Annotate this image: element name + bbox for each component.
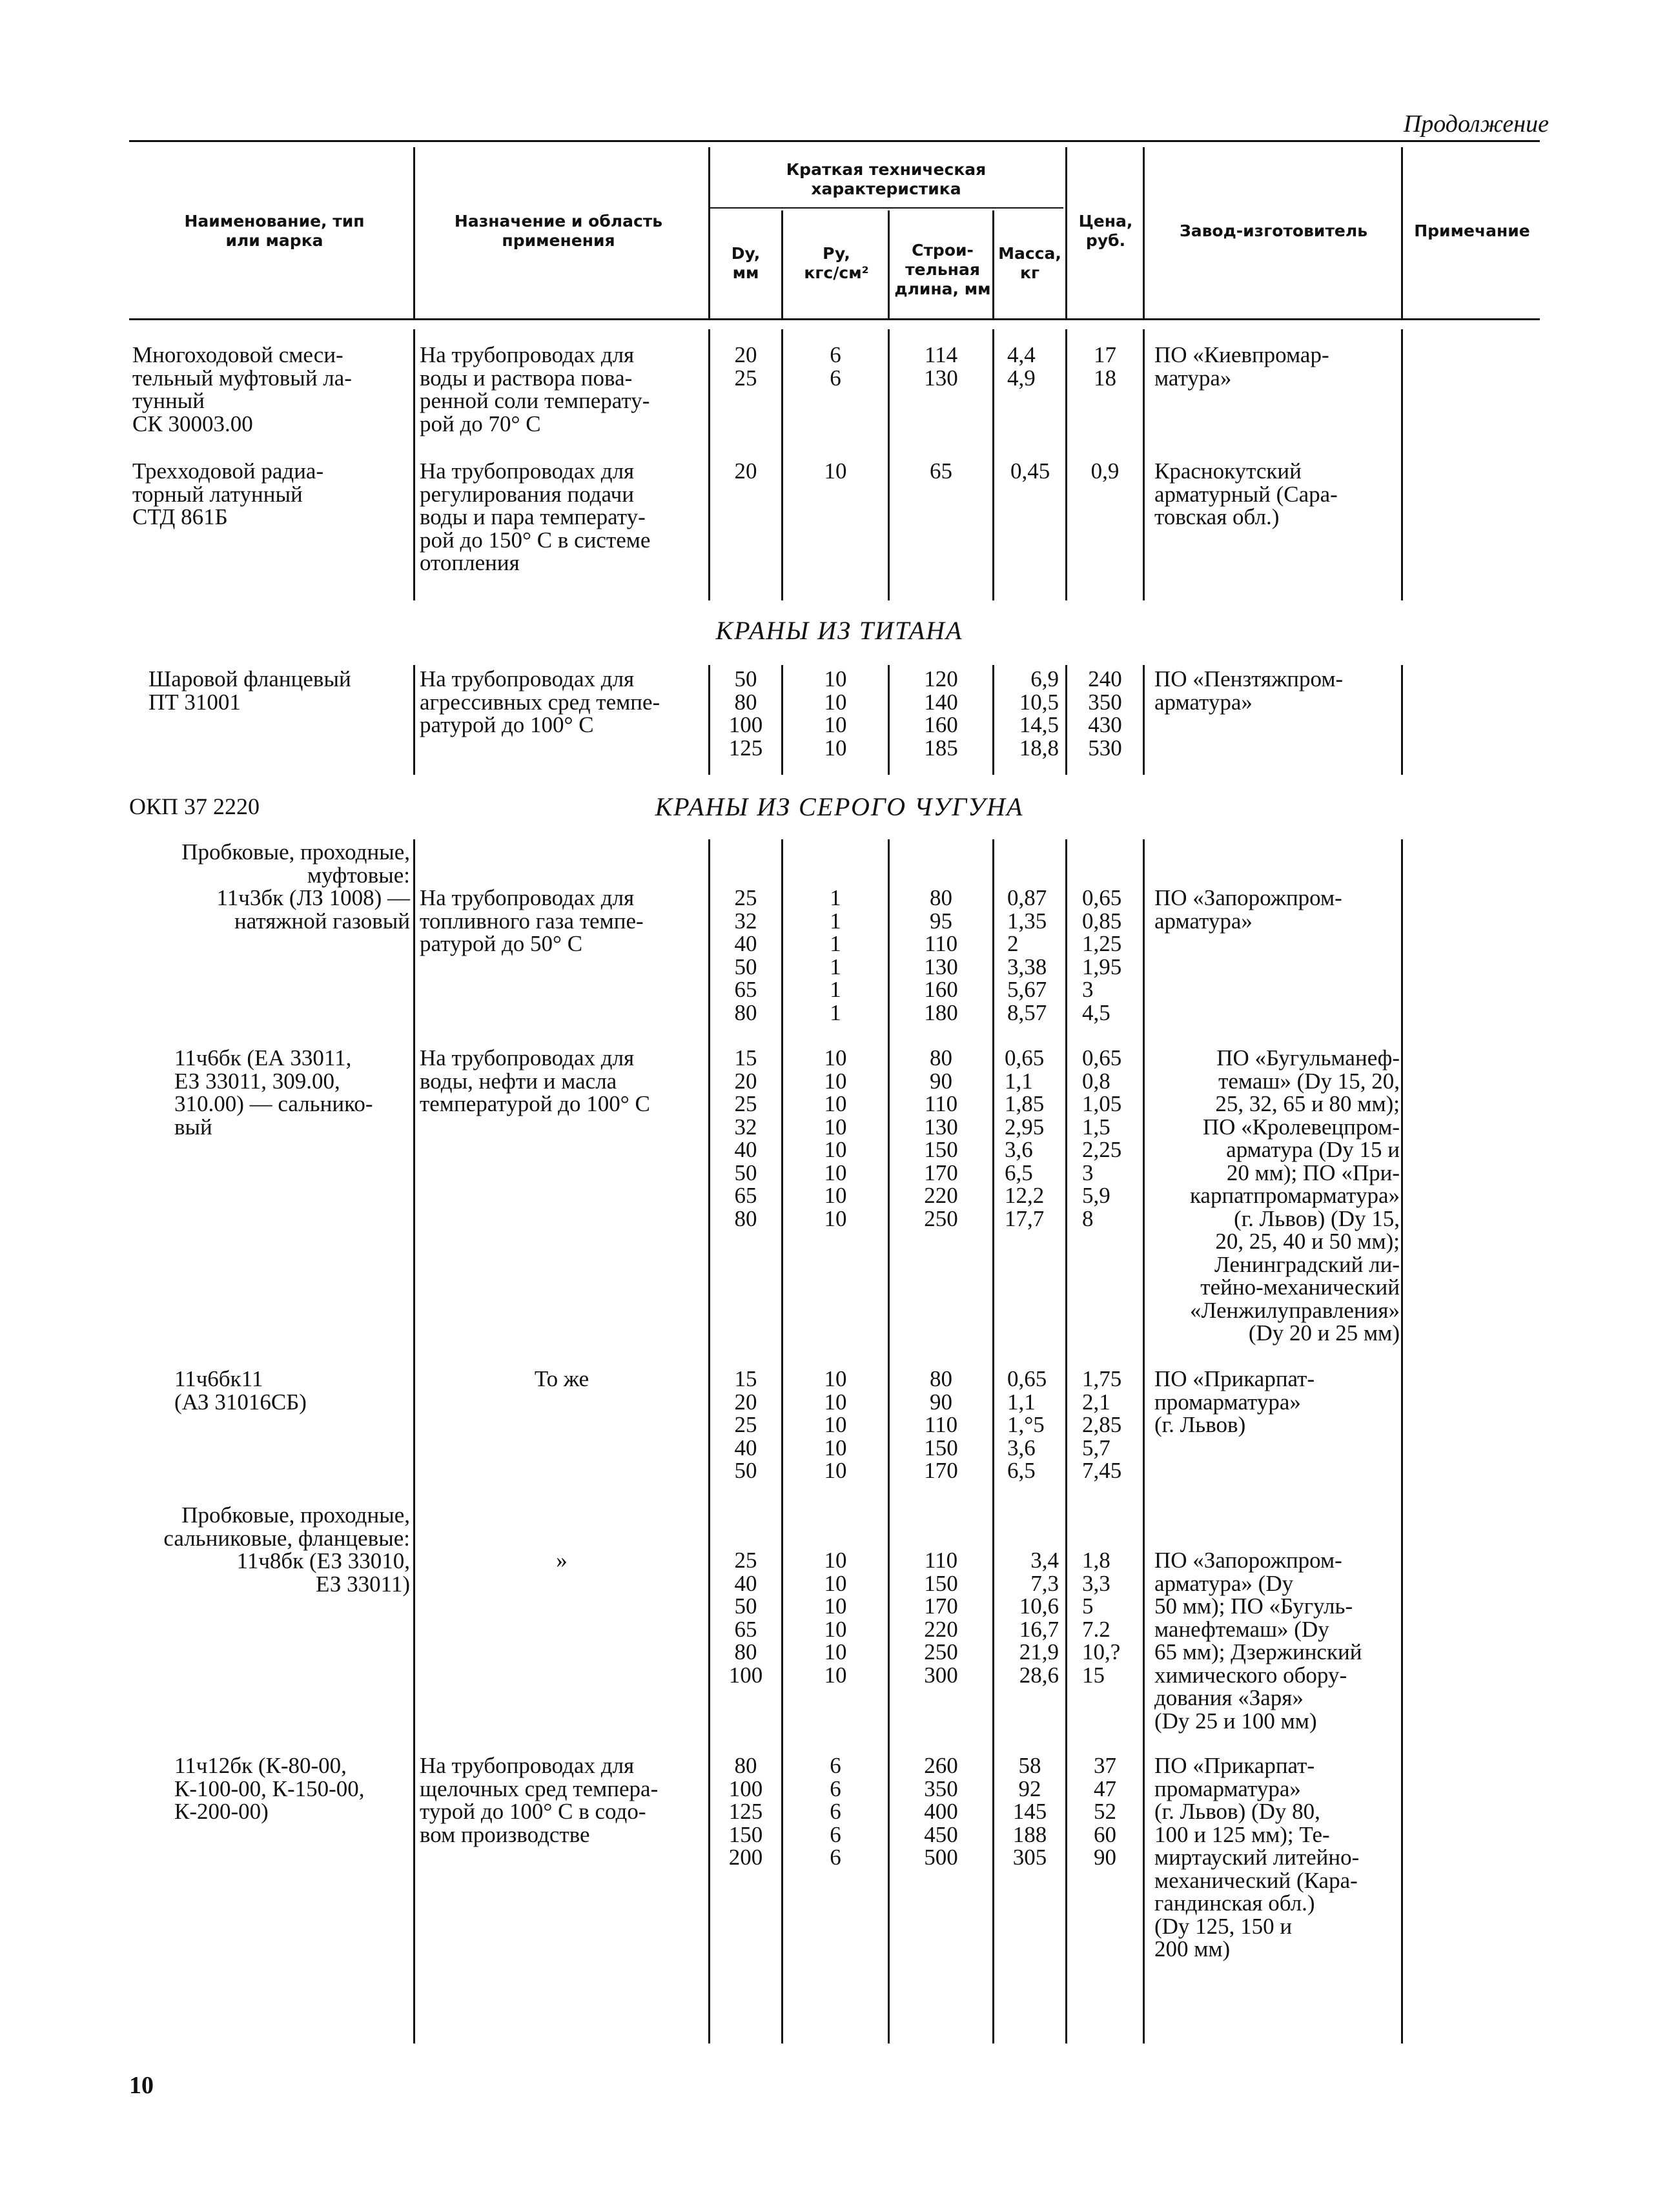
- row-purpose: На трубопроводах для воды и раствора пова- ренной соли температу- рой до 70° С: [420, 342, 650, 436]
- row-price: 0,65 0,85 1,25 1,95 3 4,5: [1082, 885, 1122, 1025]
- row-factory: ПО «Киевпромар- матура»: [1154, 342, 1329, 391]
- header-length: Строи- тельная длина, мм: [894, 241, 991, 298]
- header-divider: [1143, 147, 1145, 318]
- continuation-label: Продолжение: [1403, 110, 1549, 138]
- header-divider: [1401, 147, 1403, 318]
- row-factory: Краснокутский арматурный (Сара- товская обл.): [1154, 458, 1338, 529]
- row-py: 1 1 1 1 1 1: [830, 885, 841, 1025]
- row-length: 80 95 110 130 160 180: [924, 885, 958, 1025]
- header-dy: Dy, мм: [731, 244, 761, 282]
- row-price: 37 47 52 60 90: [1094, 1753, 1116, 1870]
- header-bottom-rule: [129, 318, 1540, 320]
- row-name: Пробковые, проходные, сальниковые, фланцевые: 11ч8бк (ЕЗ 33010, ЕЗ 33011): [163, 1502, 410, 1597]
- row-price: 0,65 0,8 1,05 1,5 2,25 3 5,9 8: [1082, 1045, 1122, 1231]
- row-name: Шаровой фланцевый ПТ 31001: [148, 666, 351, 715]
- row-mass: 0,65 1,1 1,°5 3,6 6,5: [1007, 1366, 1047, 1483]
- row-dy: 15 20 25 40 50: [734, 1366, 757, 1483]
- row-dy: 25 32 40 50 65 80: [734, 885, 757, 1025]
- header-name: Наименование, тип или марка: [184, 212, 365, 250]
- row-factory: ПО «Прикарпат- промарматура» (г. Львов) (Dy 80, 100 и 125 мм); Те- миртауский литейно- механический (Кара- гандинская обл.) (Dy 125, 150 и 200 мм): [1154, 1753, 1360, 1961]
- row-factory: ПО «Запорожпром- арматура»: [1154, 885, 1342, 934]
- row-price: 0,9: [1090, 458, 1120, 484]
- header-price: Цена, руб.: [1078, 212, 1133, 250]
- okp-code: ОКП 37 2220: [129, 794, 260, 819]
- column-divider: [413, 329, 415, 600]
- row-mass: 3,4 7,3 10,6 16,7 21,9 28,6: [1019, 1548, 1059, 1688]
- row-py: 10 10 10 10 10: [824, 1366, 847, 1483]
- column-divider: [1401, 839, 1403, 2043]
- row-price: 1,75 2,1 2,85 5,7 7,45: [1082, 1366, 1122, 1483]
- row-purpose: На трубопроводах для топливного газа темпе- ратурой до 50° С: [420, 885, 644, 956]
- column-divider: [1401, 329, 1403, 600]
- row-dy: 20: [734, 458, 757, 484]
- row-dy: 80 100 125 150 200: [728, 1753, 763, 1870]
- row-price: 17 18: [1094, 342, 1116, 391]
- row-py: 10 10 10 10 10 10: [824, 1548, 847, 1688]
- row-name: 11ч6бк11 (АЗ 31016СБ): [174, 1366, 307, 1415]
- column-divider: [992, 329, 994, 600]
- header-divider: [992, 210, 994, 318]
- row-purpose: »: [556, 1548, 568, 1573]
- row-price: 1,8 3,3 5 7.2 10,? 15: [1082, 1548, 1121, 1688]
- header-divider: [1065, 147, 1067, 318]
- header-divider: [781, 210, 783, 318]
- section-title-titan: КРАНЫ ИЗ ТИТАНА: [715, 616, 963, 645]
- row-factory: ПО «Прикарпат- промарматура» (г. Львов): [1154, 1366, 1315, 1437]
- header-divider: [708, 147, 710, 318]
- header-brief-characteristics: Краткая техническая характеристика: [786, 160, 987, 198]
- row-dy: 15 20 25 32 40 50 65 80: [734, 1045, 757, 1231]
- header-note: Примечание: [1414, 221, 1530, 240]
- row-length: 120 140 160 185: [924, 666, 958, 761]
- column-divider: [1143, 665, 1145, 775]
- column-divider: [413, 839, 415, 2043]
- row-factory: ПО «Бугульманеф- темаш» (Dy 15, 20, 25, 32, 65 и 80 мм); ПО «Кролевецпром- арматура (Dy 15 и 20 мм); ПО «При- карпатпромарматура» (г. Львов) (Dy 15, 20, 25, 40 и 50 мм); Ленинградский ли- тейно-механический «Ленжилуправления» (Dy 20 и 25 мм): [1189, 1045, 1400, 1346]
- row-name: 11ч6бк (ЕА 33011, ЕЗ 33011, 309.00, 310.00) — сальнико- вый: [174, 1045, 373, 1140]
- header-divider: [413, 147, 415, 318]
- header-py: Py, кгс/см²: [804, 244, 869, 282]
- row-mass: 58 92 145 188 305: [1012, 1753, 1047, 1870]
- row-price: 240 350 430 530: [1088, 666, 1122, 761]
- row-purpose: То же: [534, 1366, 589, 1391]
- row-mass: 0,87 1,35 2 3,38 5,67 8,57: [1007, 885, 1047, 1025]
- row-mass: 4,4 4,9: [1007, 342, 1036, 391]
- row-py: 10 10 10 10 10 10 10 10: [824, 1045, 847, 1231]
- row-name: 11ч12бк (К-80-00, К-100-00, К-150-00, К-200-00): [174, 1753, 365, 1824]
- row-mass: 6,9 10,5 14,5 18,8: [1019, 666, 1059, 761]
- page-number: 10: [129, 2072, 154, 2099]
- header-purpose: Назначение и область применения: [454, 212, 663, 250]
- subheader-rule: [708, 207, 1063, 209]
- row-purpose: На трубопроводах для воды, нефти и масла температурой до 100° С: [420, 1045, 650, 1116]
- row-name: Многоходовой смеси- тельный муфтовый ла- тунный СК 30003.00: [132, 342, 352, 436]
- row-py: 10 10 10 10: [824, 666, 847, 761]
- header-divider: [888, 210, 890, 318]
- row-name: Пробковые, проходные, муфтовые: 11ч3бк (ЛЗ 1008) — натяжной газовый: [181, 839, 410, 934]
- row-name: Трехходовой радиа- торный латунный СТД 861Б: [132, 458, 324, 529]
- row-factory: ПО «Пензтяжпром- арматура»: [1154, 666, 1344, 715]
- row-dy: 50 80 100 125: [728, 666, 763, 761]
- row-length: 110 150 170 220 250 300: [924, 1548, 958, 1688]
- column-divider: [1401, 665, 1403, 775]
- row-length: 260 350 400 450 500: [924, 1753, 958, 1870]
- row-purpose: На трубопроводах для агрессивных сред темпе- ратурой до 100° С: [420, 666, 660, 737]
- row-factory: ПО «Запорожпром- арматура» (Dy 50 мм); ПО «Бугуль- манефтемаш» (Dy 65 мм); Дзержинский химического обору- дования «Заря» (Dy 25 и 100 мм): [1154, 1548, 1362, 1734]
- header-factory: Завод-изготовитель: [1179, 221, 1368, 240]
- header-mass: Масса, кг: [998, 244, 1061, 282]
- row-length: 114 130: [924, 342, 958, 391]
- row-purpose: На трубопроводах для регулирования подачи воды и пара температу- рой до 150° С в системе отопления: [420, 458, 651, 575]
- column-divider: [1143, 839, 1145, 2043]
- row-py: 6 6 6 6 6: [830, 1753, 841, 1870]
- column-divider: [1143, 329, 1145, 600]
- row-py: 6 6: [830, 342, 841, 391]
- row-length: 80 90 110 130 150 170 220 250: [924, 1045, 958, 1231]
- row-dy: 20 25: [734, 342, 757, 391]
- table-top-rule: [129, 140, 1540, 142]
- row-py: 10: [824, 458, 847, 484]
- row-dy: 25 40 50 65 80 100: [728, 1548, 763, 1688]
- row-mass: 0,45: [1010, 458, 1050, 484]
- row-length: 65: [930, 458, 952, 484]
- column-divider: [413, 665, 415, 775]
- row-purpose: На трубопроводах для щелочных сред темпера- турой до 100° С в содо- вом производстве: [420, 1753, 659, 1847]
- row-mass: 0,65 1,1 1,85 2,95 3,6 6,5 12,2 17,7: [1005, 1045, 1045, 1231]
- row-length: 80 90 110 150 170: [924, 1366, 958, 1483]
- section-title-cast-iron: КРАНЫ ИЗ СЕРОГО ЧУГУНА: [655, 792, 1024, 821]
